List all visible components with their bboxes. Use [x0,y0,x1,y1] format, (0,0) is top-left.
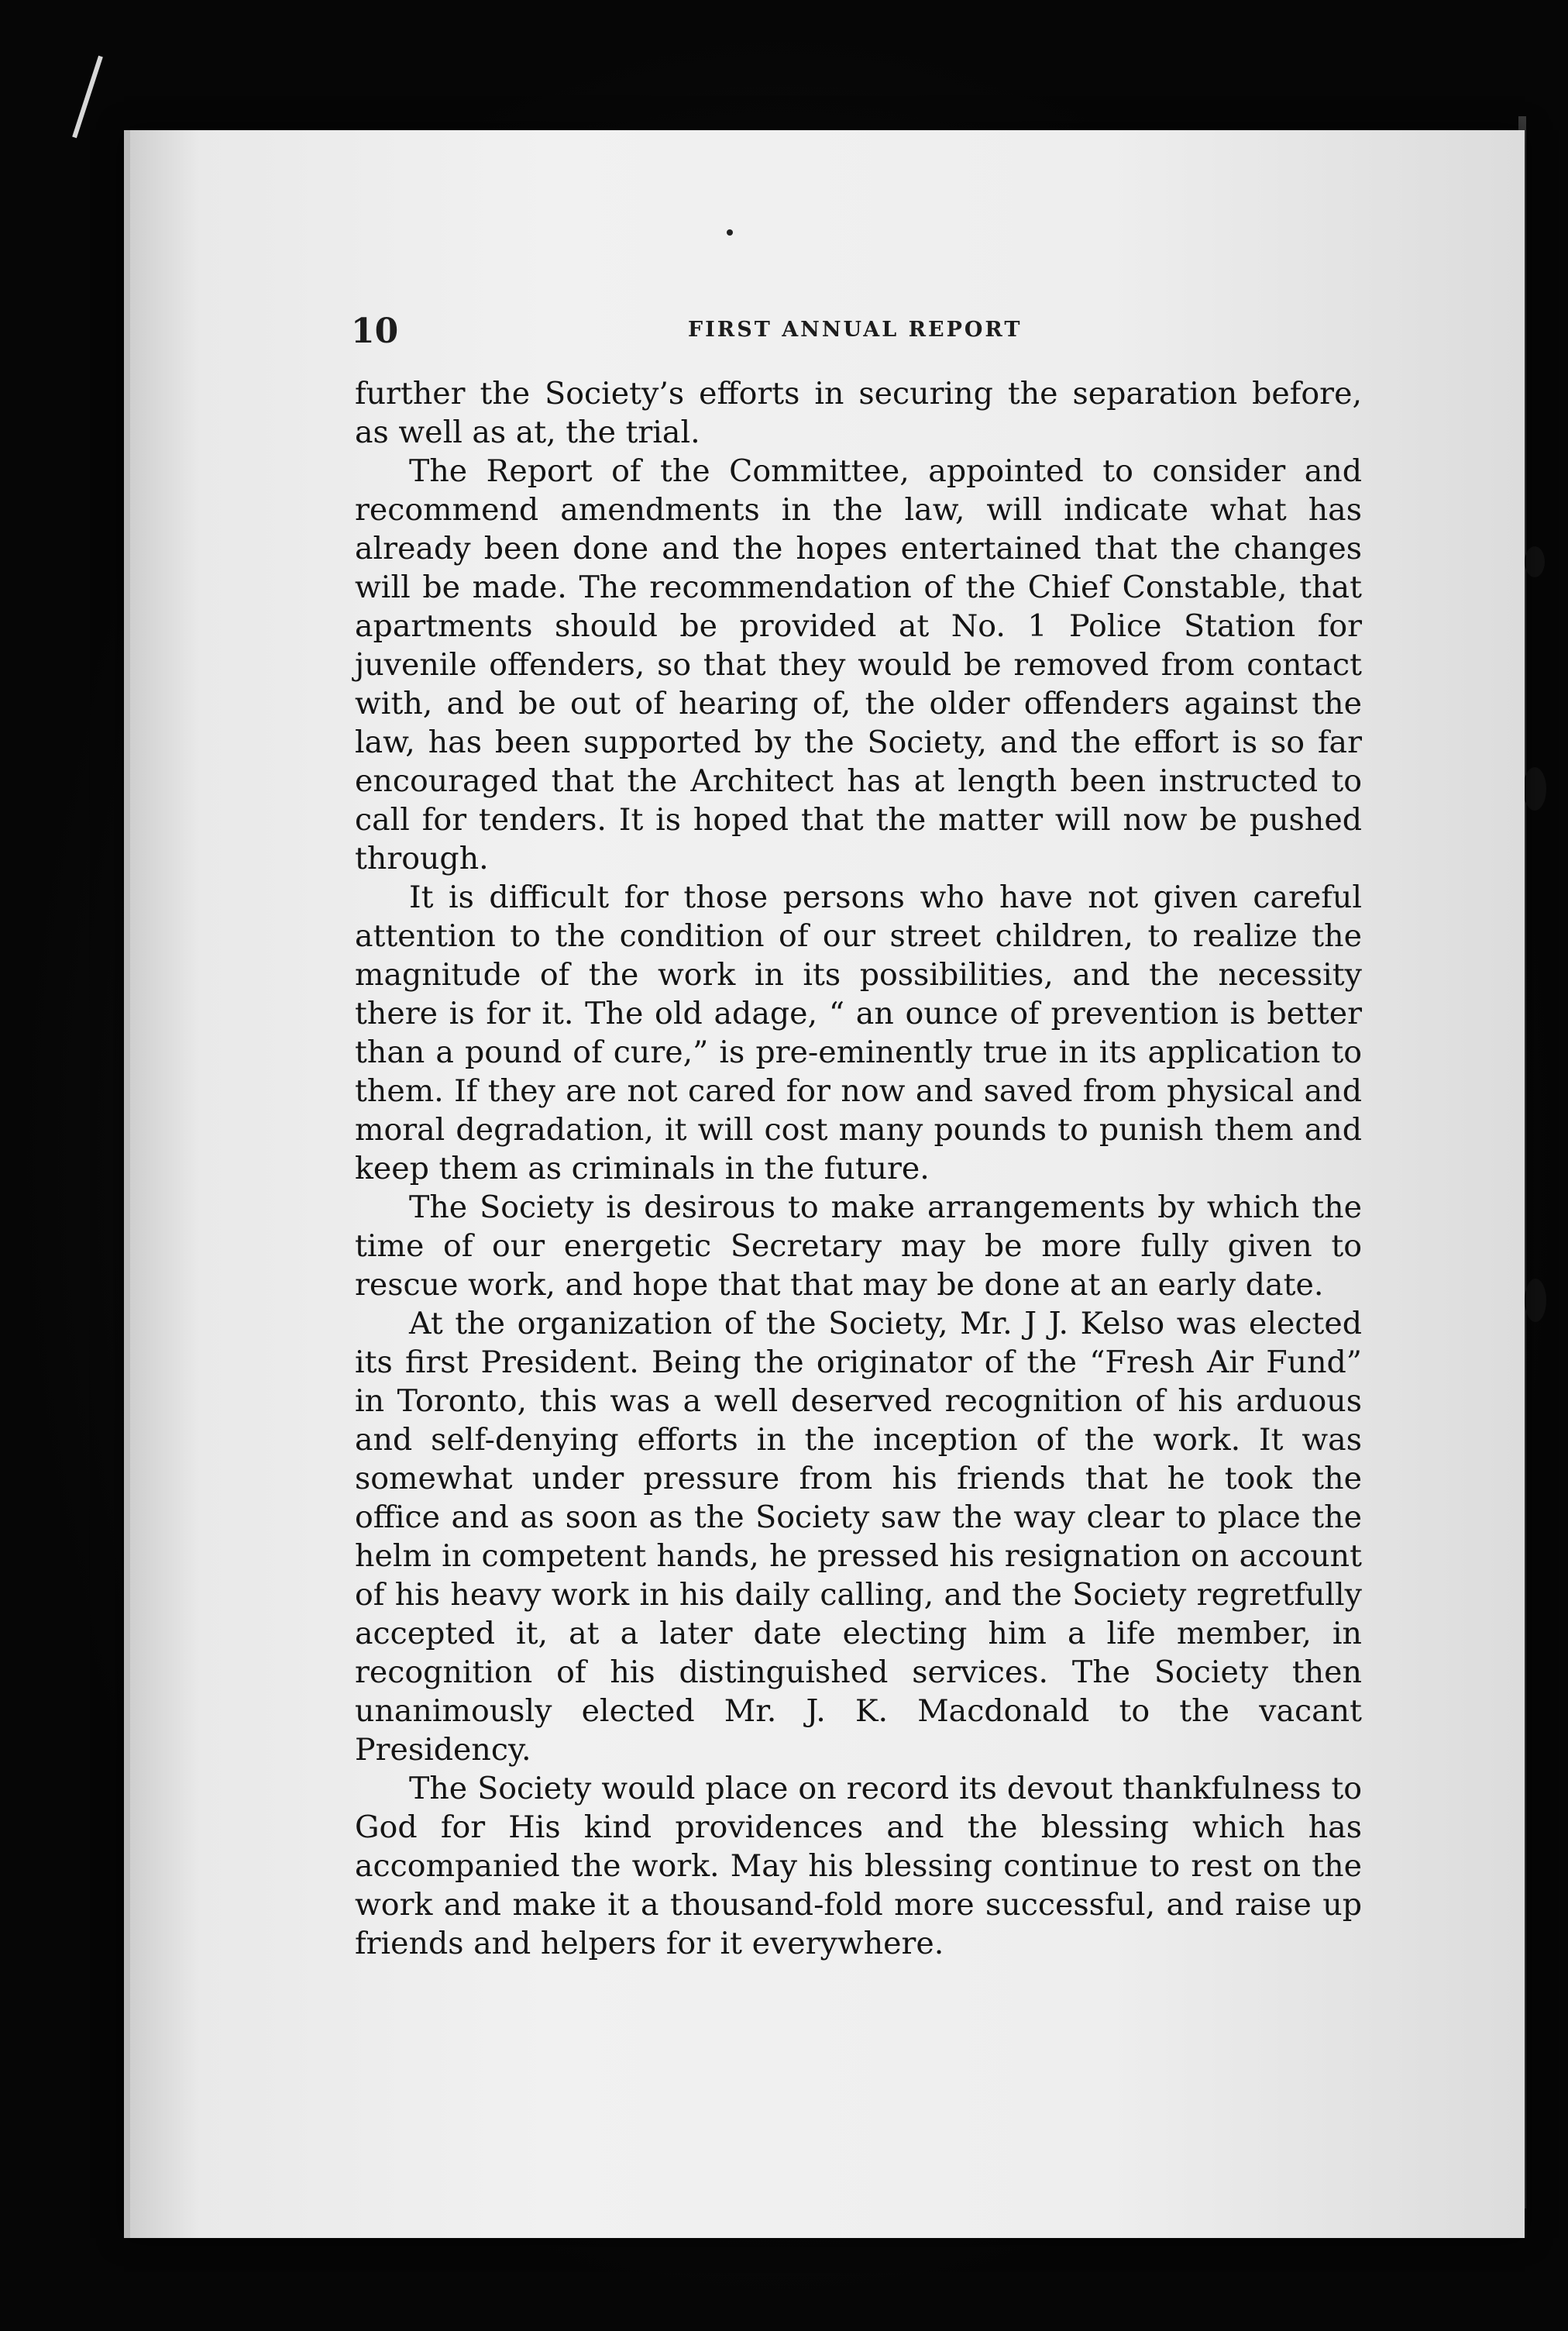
page-number: 10 [351,312,399,351]
scan-speck [727,229,733,236]
binding-mark [1525,1279,1546,1322]
paragraph: The Society would place on record its devout thankfulness to God for His kind providences and the blessing which has accompanied the work. May his blessing continue to rest on the work and make it a thousand-fold more successful, and raise up friends and helpers for it everywhere. [355,1771,1362,1961]
book-page [124,130,1525,2238]
paragraph: further the Society’s efforts in securing the separation before, as well as at, the trial. [355,376,1362,450]
paragraph: At the organization of the Society, Mr. J J. Kelso was elected its first President. Being the originator of the “Fresh Air Fund” in Toronto, this was a well deserved recognition of his arduous and self-denying efforts in the inception of the work. It was somewhat under pressure from his friends that he took the office and as soon as the Society saw the way clear to place the helm in competent hands, he pressed his resignation on account of his heavy work in his daily calling, and the Society regretfully accepted it, at a later date electing him a life member, in recognition of his distinguished services. The Society then unanimously elected Mr. J. K. Macdonald to the vacant Presidency. [355,1306,1362,1768]
running-head: FIRST ANNUAL REPORT [688,318,1023,342]
paragraph: The Society is desirous to make arrangements by which the time of our energetic Secretary may be more fully given to rescue work, and hope that that may be done at an early date. [355,1190,1362,1303]
page-header [130,312,1525,358]
binding-mark [1523,767,1546,811]
body-text [355,374,1362,1963]
scan-edge-mark [72,56,103,138]
paragraph: The Report of the Committee, appointed to consider and recommend amendments in the law, will indicate what has already been done and the hopes entertained that the changes will be made. The recommendation of the Chief Constable, that apartments should be provided at No. 1 Police Station for juvenile offenders, so that they would be removed from contact with, and be out of hearing of, the older offenders against the law, has been supported by the Society, and the effort is so far encouraged that the Architect has at length been instructed to call for tenders. It is hoped that the matter will now be pushed through. [355,453,1362,876]
binding-mark [1525,546,1545,577]
paragraph: It is difficult for those persons who have not given careful attention to the condition of our street children, to realize the magnitude of the work in its possibilities, and the necessity there is for it. The old adage, “ an ounce of prevention is better than a pound of cure,” is pre-eminently true in its application to them. If they are not cared for now and saved from physical and moral degradation, it will cost many pounds to punish them and keep them as criminals in the future. [355,880,1362,1186]
